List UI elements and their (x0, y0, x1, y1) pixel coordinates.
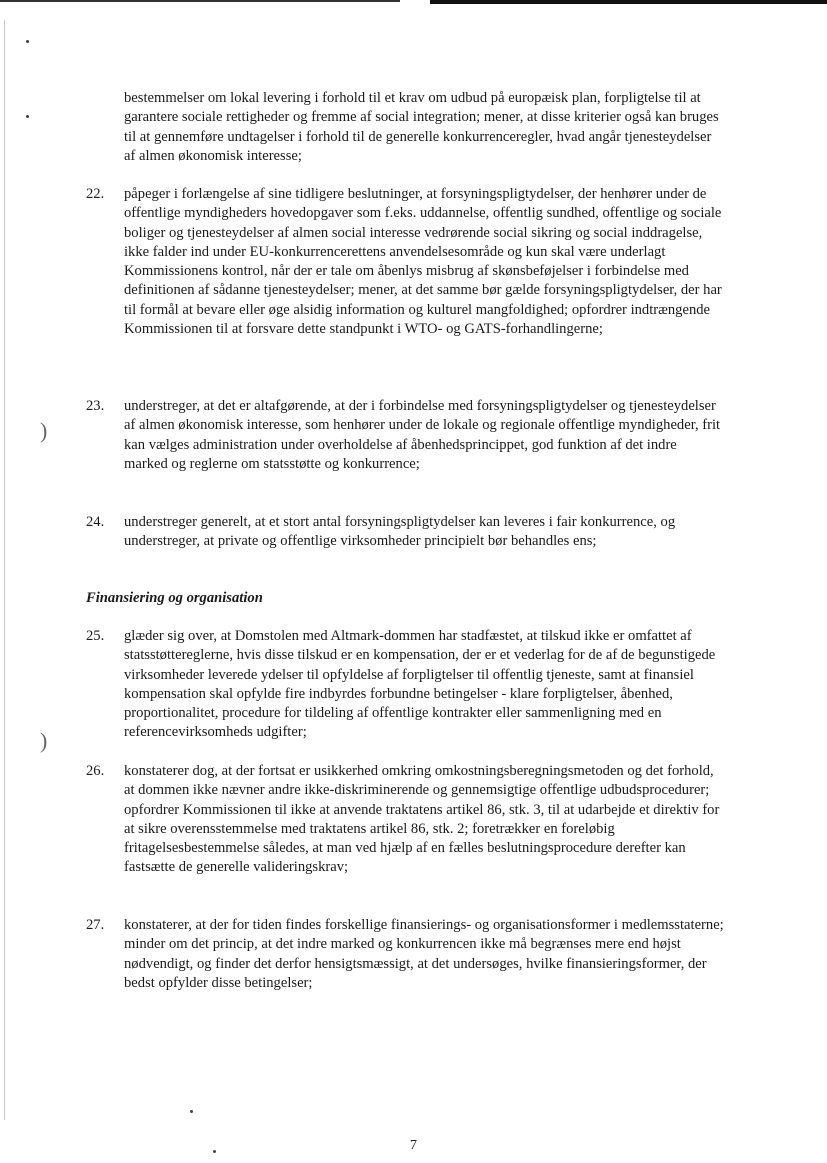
top-rule-right (430, 0, 827, 4)
item-text: konstaterer dog, at der fortsat er usikkerhed omkring omkostningsberegningsmetoden og det forhold, at dommen ikke nævner andre ikke-diskriminerende og gennemsigtige offentlige udbudsprocedurer; opfordrer Kommissionen til ikke at anvende traktatens artikel 86, stk. 3, til at udarbejde et direktiv for at sikre overensstemmelse med traktatens artikel 86, stk. 2; foretrækker en foreløbig fritagelsesbestemmelse således, at man ved hjælp af en fælles beslutningsprocedure derefter kan fastsætte de generelle valideringskrav; (124, 763, 720, 876)
item-text: glæder sig over, at Domstolen med Altmark-dommen har stadfæstet, at tilskud ikke er omfattet af statsstøttereglerne, hvis disse tilskud er en kompensation, der er et vederlag for de af de begunstigede virksomheder leverede ydelser til opfyldelse af forpligtelser til offentlig tjeneste, samt at finansiel kompensation skal opfylde fire indbyrdes forbundne betingelser - klare forpligtelser, åbenhed, proportionalitet, procedure for tildeling af offentlige kontrakter eller sammenligning med en referencevirksomheds udgifter; (124, 628, 716, 741)
item-number: 22. (86, 186, 105, 202)
item-text: konstaterer, at der for tiden findes forskellige finansierings- og organisationsformer i medlemsstaterne; minder om det princip, at det indre marked og konkurrencen ikke må begrænses mere end højst nødvendigt, og finder det derfor hensigtsmæssigt, at det undersøges, hvilke finansieringsformer, der bedst opfylder disse betingelser; (124, 917, 724, 991)
scan-speck (26, 115, 29, 118)
intro-paragraph: bestemmelser om lokal levering i forhold til et krav om udbud på europæisk plan, forpligtelse til at garantere sociale rettigheder og fremme af social integration; mener, at disse kriterier også kan bruges til at gennemføre undtagelser i forhold til de generelle konkurrenceregler, hvad angår tjenesteydelser af almen økonomisk interesse; (124, 90, 719, 164)
scan-mark: ) (40, 418, 48, 443)
scan-margin-line (4, 20, 5, 1120)
item-text: påpeger i forlængelse af sine tidligere beslutninger, at forsyningspligtydelser, der henhører under de offentlige myndigheders hovedopgaver som f.eks. uddannelse, offentlig sundhed, offentlige og sociale boliger og tjenesteydelser af almen social interesse vedrørende social sikring og social inddragelse, ikke falder ind under EU-konkurrencerettens anvendelsesområde og kun skal være underlagt Kommissionens kontrol, når der er tale om åbenlys misbrug af skønsbeføjelser i forbindelse med definitionen af sådanne tjenesteydelser; mener, at det samme bør gælde forsyningspligtydelser, der har til formål at bevare eller øge alsidig information og kulturel mangfoldighed; opfordrer indtrængende Kommissionen til at forsvare dette standpunkt i WTO- og GATS-forhandlingerne; (124, 186, 722, 338)
item-number: 23. (86, 398, 105, 414)
top-rule-left (0, 0, 400, 2)
scan-mark: ) (40, 728, 48, 753)
item-text: understreger generelt, at et stort antal forsyningspligtydelser kan leveres i fair konkurrence, og understreger, at private og offentlige virksomheder principielt bør behandles ens; (124, 514, 676, 550)
scan-speck (190, 1110, 193, 1113)
item-text: understreger, at det er altafgørende, at der i forbindelse med forsyningspligtydelser og tjenesteydelser af almen økonomisk interesse, som henhører under de lokale og regionale offentlige myndigheder, frit kan vælges administration under overholdelse af åbenhedsprincippet, god funktion af det indre marked og reglerne om statsstøtte og konkurrence; (124, 398, 721, 472)
item-number: 27. (86, 917, 105, 933)
item-number: 25. (86, 628, 105, 644)
item-number: 24. (86, 514, 105, 530)
scan-speck (26, 40, 29, 43)
page-number: 7 (410, 1138, 417, 1153)
section-heading: Finansiering og organisation (86, 590, 263, 606)
item-number: 26. (86, 763, 105, 779)
